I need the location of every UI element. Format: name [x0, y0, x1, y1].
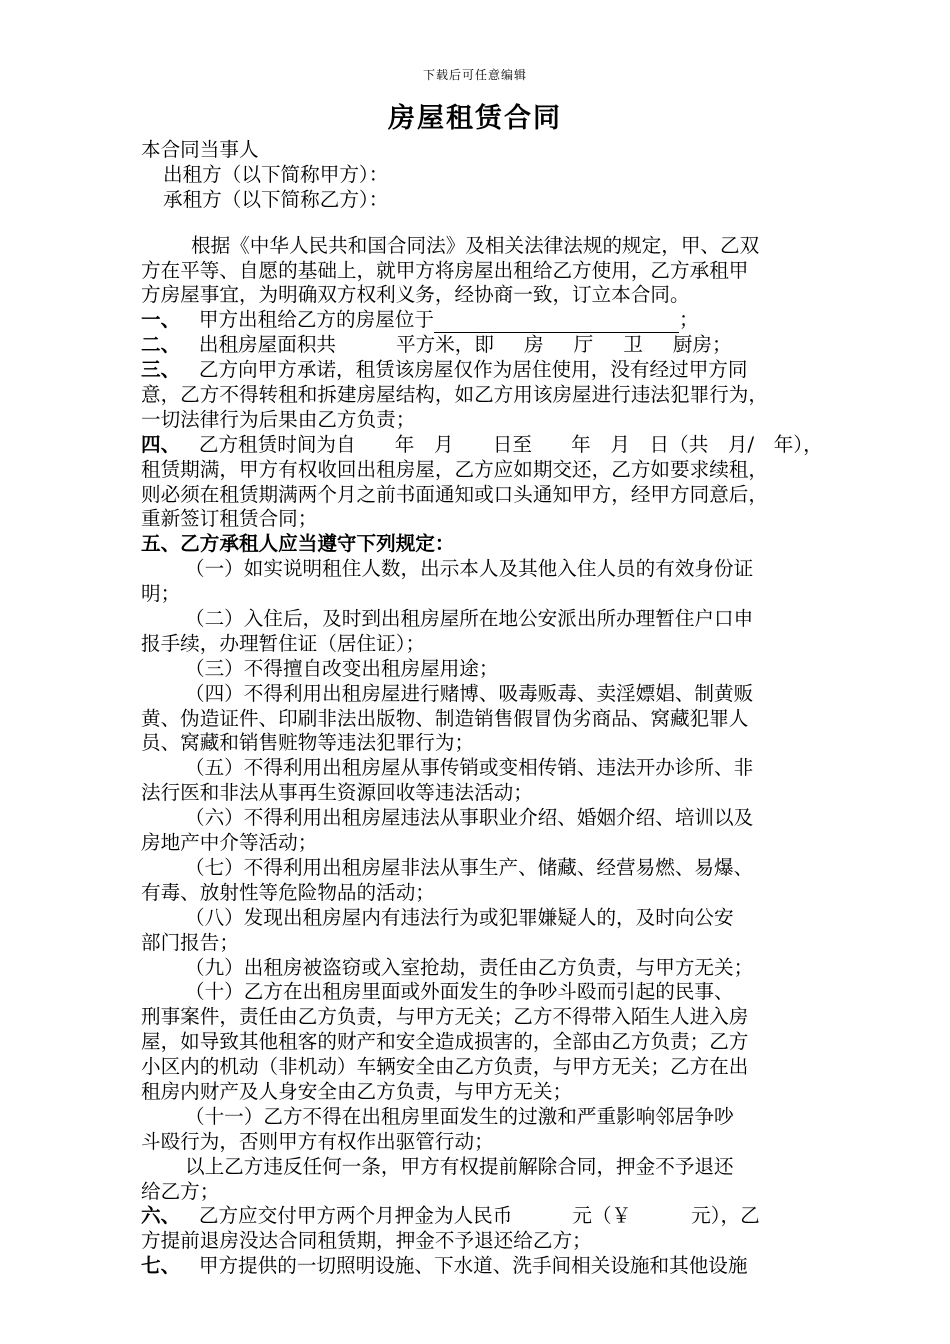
- rule-11-line-1: （十一）乙方不得在出租房里面发生的过激和严重影响邻居争吵: [185, 1104, 734, 1128]
- rule-5-line-2: 法行医和非法从事再生资源回收等违法活动；: [141, 781, 533, 805]
- clause-1-number: 一、: [141, 308, 181, 332]
- clause-4-number: 四、: [141, 432, 181, 456]
- rule-10-line-1: （十）乙方在出租房里面或外面发生的争吵斗殴而引起的民事、: [185, 980, 734, 1004]
- preamble-line-1: 根据《中华人民共和国合同法》及相关法律法规的规定，甲、乙双: [191, 233, 760, 257]
- clause-4-line-4: 重新签订租赁合同；: [141, 507, 318, 531]
- rule-6-line-2: 房地产中介等活动；: [141, 831, 318, 855]
- clause-3-line-1: 三、 乙方向甲方承诺，租赁该房屋仅作为居住使用，没有经过甲方同: [141, 358, 748, 382]
- rule-1-line-2: 明；: [141, 582, 181, 606]
- clause-5-closing-line-2: 给乙方；: [141, 1179, 220, 1203]
- rule-1-line-1: （一）如实说明租住人数，出示本人及其他入住人员的有效身份证: [185, 557, 754, 581]
- clause-5-heading: 五、乙方承租人应当遵守下列规定：: [141, 532, 455, 556]
- rule-9-line-1: （九）出租房被盗窃或入室抢劫，责任由乙方负责，与甲方无关；: [185, 955, 754, 979]
- header-note: 下载后可任意编辑: [422, 68, 527, 82]
- contract-body: [141, 138, 833, 1279]
- clause-6-line-2: 方提前退房没达合同租赁期，押金不予退还给乙方；: [141, 1229, 592, 1253]
- rule-5-line-1: （五）不得利用出租房屋从事传销或变相传销、违法开办诊所、非: [185, 756, 754, 780]
- clause-6-line-1: 六、 乙方应交付甲方两个月押金为人民币 元（￥ 元），乙: [141, 1204, 760, 1228]
- rule-3-line-1: （三）不得擅自改变出租房屋用途；: [185, 656, 499, 680]
- clause-2-number: 二、: [141, 333, 181, 357]
- rule-4-line-1: （四）不得利用出租房屋进行赌博、吸毒贩毒、卖淫嫖娼、制黄贩: [185, 681, 754, 705]
- rule-10-line-5: 租房内财产及人身安全由乙方负责，与甲方无关；: [141, 1079, 573, 1103]
- rule-4-line-2: 黄、伪造证件、印刷非法出版物、制造销售假冒伪劣商品、窝藏犯罪人: [141, 706, 749, 730]
- clause-3-line-3: 一切法律行为后果由乙方负责；: [141, 407, 416, 431]
- clause-4-line-1: 四、 乙方租赁时间为自 年 月 日至 年 月 日（共 月/ 年），: [141, 432, 823, 456]
- clause-4-line-2: 租赁期满，甲方有权收回出租房屋，乙方应如期交还，乙方如要求续租，: [141, 457, 768, 481]
- document-title: 房屋租赁合同: [388, 103, 562, 134]
- rule-2-line-1: （二）入住后，及时到出租房屋所在地公安派出所办理暂住户口申: [185, 607, 754, 631]
- preamble-line-3: 方房屋事宜，为明确双方权利义务，经协商一致，订立本合同。: [141, 283, 690, 307]
- rule-10-line-2: 刑事案件，责任由乙方负责，与甲方无关；乙方不得带入陌生人进入房: [141, 1005, 749, 1029]
- preamble-line-2: 方在平等、自愿的基础上，就甲方将房屋出租给乙方使用，乙方承租甲: [141, 258, 749, 282]
- clause-6-number: 六、: [141, 1204, 181, 1228]
- lessee-line: 承租方（以下简称乙方）：: [163, 187, 389, 211]
- clause-3-line-2: 意，乙方不得转租和拆建房屋结构，如乙方用该房屋进行违法犯罪行为，: [141, 383, 768, 407]
- rule-10-line-3: 屋，如导致其他租客的财产和安全造成损害的，全部由乙方负责；乙方: [141, 1030, 749, 1054]
- clause-1: 一、 甲方出租给乙方的房屋位于 ；: [141, 308, 699, 332]
- rule-8-line-1: （八）发现出租房屋内有违法行为或犯罪嫌疑人的，及时向公安: [185, 905, 734, 929]
- address-blank: [434, 313, 679, 333]
- parties-intro: 本合同当事人: [141, 138, 259, 161]
- clause-1-text: 甲方出租给乙方的房屋位于: [198, 308, 434, 332]
- rule-11-line-2: 斗殴行为，否则甲方有权作出驱管行动；: [141, 1129, 494, 1153]
- rule-8-line-2: 部门报告；: [141, 930, 239, 954]
- rule-7-line-2: 有毒、放射性等危险物品的活动；: [141, 880, 435, 904]
- rule-7-line-1: （七）不得利用出租房屋非法从事生产、储藏、经营易燃、易爆、: [185, 855, 754, 879]
- clause-5-closing-line-1: 以上乙方违反任何一条，甲方有权提前解除合同，押金不予退还: [185, 1154, 734, 1178]
- clause-2: 二、 出租房屋面积共 平方米，即 房 厅 卫 厨房；: [141, 333, 732, 357]
- rule-10-line-4: 小区内的机动（非机动）车辆安全由乙方负责，与甲方无关；乙方在出: [141, 1055, 749, 1079]
- rule-4-line-3: 员、窝藏和销售赃物等违法犯罪行为；: [141, 731, 475, 755]
- clause-7-number: 七、: [141, 1254, 181, 1278]
- lessor-line: 出租方（以下简称甲方）：: [163, 162, 389, 186]
- clause-3-number: 三、: [141, 358, 181, 382]
- rule-6-line-1: （六）不得利用出租房屋违法从事职业介绍、婚姻介绍、培训以及: [185, 806, 754, 830]
- clause-4-line-3: 则必须在租赁期满两个月之前书面通知或口头通知甲方，经甲方同意后，: [141, 482, 768, 506]
- rule-2-line-2: 报手续，办理暂住证（居住证）；: [141, 631, 426, 655]
- clause-7-line-1: 七、 甲方提供的一切照明设施、下水道、洗手间相关设施和其他设施: [141, 1254, 748, 1278]
